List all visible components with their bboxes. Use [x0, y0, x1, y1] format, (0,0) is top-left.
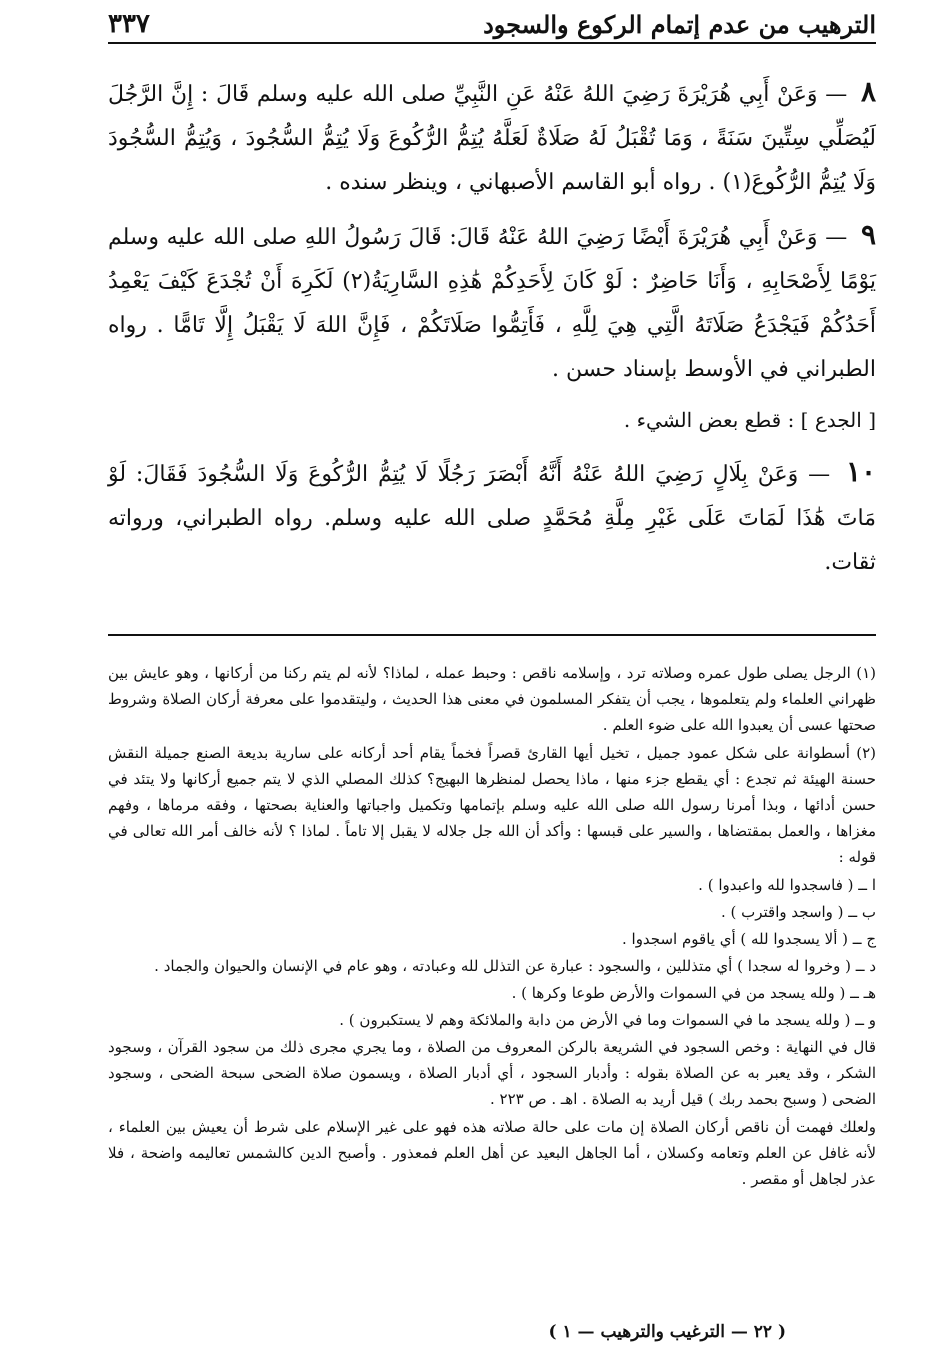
hadith-number: ٩	[860, 218, 877, 251]
page-header	[108, 6, 876, 42]
hadith-text: — وَعَنْ أَبِي هُرَيْرَةَ رَضِيَ اللهُ عَنْهُ عَنِ النَّبِيِّ صلى الله عليه وسلم قَالَ : إِنَّ الرَّجُلَ لَيُصَلِّي سِتِّينَ سَنَةً ، وَمَا تُقْبَلُ لَهُ صَلَاةٌ لَعَلَّهُ يُتِمُّ الرُّكُوعَ وَلَا يُتِمُّ السُّجُودَ ، وَيُتِمُّ السُّجُودَ وَلَا يُتِمُّ الرُّكُوعَ(١) . رواه أبو القاسم الأصبهاني ، وينظر سنده .	[108, 82, 876, 195]
hadith-text: — وَعَنْ أَبِي هُرَيْرَةَ أَيْضًا رَضِيَ اللهُ عَنْهُ قَالَ: قَالَ رَسُولُ اللهِ صلى الله عليه وسلم يَوْمًا لِأَصْحَابِهِ ، وَأَنَا حَاضِرٌ : لَوْ كَانَ لِأَحَدِكُمْ هَٰذِهِ السَّارِيَةُ(٢) لَكَرِهَ أَنْ تُجْدَعَ كَيْفَ يَعْمِدُ أَحَدُكُمْ فَيَجْدَعُ صَلَاتَهُ الَّتِي هِيَ لِلَّهِ ، فَأَتِمُّوا صَلَاتَكُمْ ، فَإِنَّ اللهَ لَا يَقْبَلُ إِلَّا تَامًّا . رواه الطبراني في الأوسط بإسناد حسن .	[108, 225, 876, 382]
signature-mark: ( ٢٢ — الترغيب والترهيب — ١ )	[548, 1322, 786, 1342]
hadith-text: — وَعَنْ بِلَالٍ رَضِيَ اللهُ عَنْهُ أَنَّهُ أَبْصَرَ رَجُلًا لَا يُتِمُّ الرُّكُوعَ وَلَا السُّجُودَ فَقَالَ: لَوْ مَاتَ هَٰذَا لَمَاتَ عَلَى غَيْرِ مِلَّةِ مُحَمَّدٍ صلى الله عليه وسلم. رواه الطبراني، ورواته ثقات.	[108, 462, 876, 575]
header-rule	[108, 42, 876, 44]
verse-list-item: ب ــ ( واسجد واقترب ) .	[720, 903, 876, 921]
footnote-1: (١) الرجل يصلى طول عمره وصلاته ترد ، وإسلامه ناقص : وحبط عمله ، لماذا؟ لأنه لم يتم ركنا من أركانها ، وهو عايش بين ظهراني العلماء ولم يتعلموها ، يجب أن يتفكر المسلمون في معنى هذا الحديث ، وليتقدموا على معرفة أركان الصلاة وشروط صحتها عسى أن يعبدوا الله على ضوء العلم .	[108, 664, 876, 734]
page-footer	[108, 1322, 876, 1342]
verse-list-item: هـ ــ ( ولله يسجد من في السموات والأرض طوعا وكرها ) .	[511, 984, 876, 1002]
hadith-10	[108, 450, 876, 585]
footnote-rule	[108, 634, 876, 636]
verse-list-item: د ــ ( وخروا له سجدا ) أي متذللين ، والسجود : عبارة عن التذلل لله وعبادته ، وهو عام في الإنسان والحيوان والجماد .	[154, 957, 876, 975]
footnotes	[108, 660, 876, 1194]
hadith-9	[108, 213, 876, 392]
hadith-8	[108, 70, 876, 205]
gloss-note: [ الجدع ] : قطع بعض الشيء .	[623, 408, 876, 432]
verse-list-item: ا ــ ( فاسجدوا لله واعبدوا ) .	[698, 876, 876, 894]
verse-list-item: و ــ ( ولله يسجد ما في السموات وما في الأرض من دابة والملائكة وهم لا يستكبرون ) .	[339, 1011, 876, 1029]
hadith-number: ٨	[860, 75, 876, 108]
main-text	[108, 70, 876, 593]
hadith-number: ١٠	[845, 455, 877, 488]
page-number: ٣٣٧	[108, 9, 150, 39]
closing-note: ولعلك فهمت أن ناقص أركان الصلاة إن مات على حالة صلاته هذه فهو على غير الإسلام على شرط أن يعيش بين العلماء ، لأنه غافل عن العلم وتعامه وكسلان ، أما الجاهل البعيد عن أهل العلم فمعذور . وأصبح الدين كالشمس تعاليمه واضحة ، فلا عذر لجاهل أو مقصر .	[108, 1118, 876, 1188]
footnote-2: (٢) أسطوانة على شكل عمود جميل ، تخيل أيها القارئ قصراً فخماً يقام أحد أركانه على سارية بديعة الصنع جميلة النقش حسنة الهيئة ثم تجدع : أي يقطع جزء منها ، ماذا يحصل لمنظرها البهيج؟ كذلك المصلي الذي لا يتم جميع أركانها ولا يتئد في حسن أدائها ، وبذا أمرنا رسول الله صلى الله عليه وسلم بإتمامها وتكميل واجباتها والعناية بصحتها ، وفقه مرماها ، وفهم مغزاها ، والعمل بمقتضاها ، والسير على قبسها : وأكد أن الله جل جلاله لا يقبل إلا تاماً . لماذا ؟ لأنه خالف أمر الله تعالى في قوله :	[108, 744, 876, 866]
running-title: الترهيب من عدم إتمام الركوع والسجود	[483, 9, 876, 39]
nihaya-quote: قال في النهاية : وخص السجود في الشريعة بالركن المعروف من الصلاة ، وما يجري مجرى ذلك من سجود القرآن ، وسجود الشكر ، وقد يعبر به عن الصلاة بقوله : وأدبار السجود ، أي أدبار الصلاة ، ويسمون صلاة الضحى سبحة الضحى ، وسجود الضحى ( وسبح بحمد ربك ) قيل أريد به الصلاة . اهـ . ص ٢٢٣ .	[108, 1038, 876, 1108]
verse-list-item: ج ــ ( ألا يسجدوا لله ) أي ياقوم اسجدوا .	[621, 930, 876, 948]
